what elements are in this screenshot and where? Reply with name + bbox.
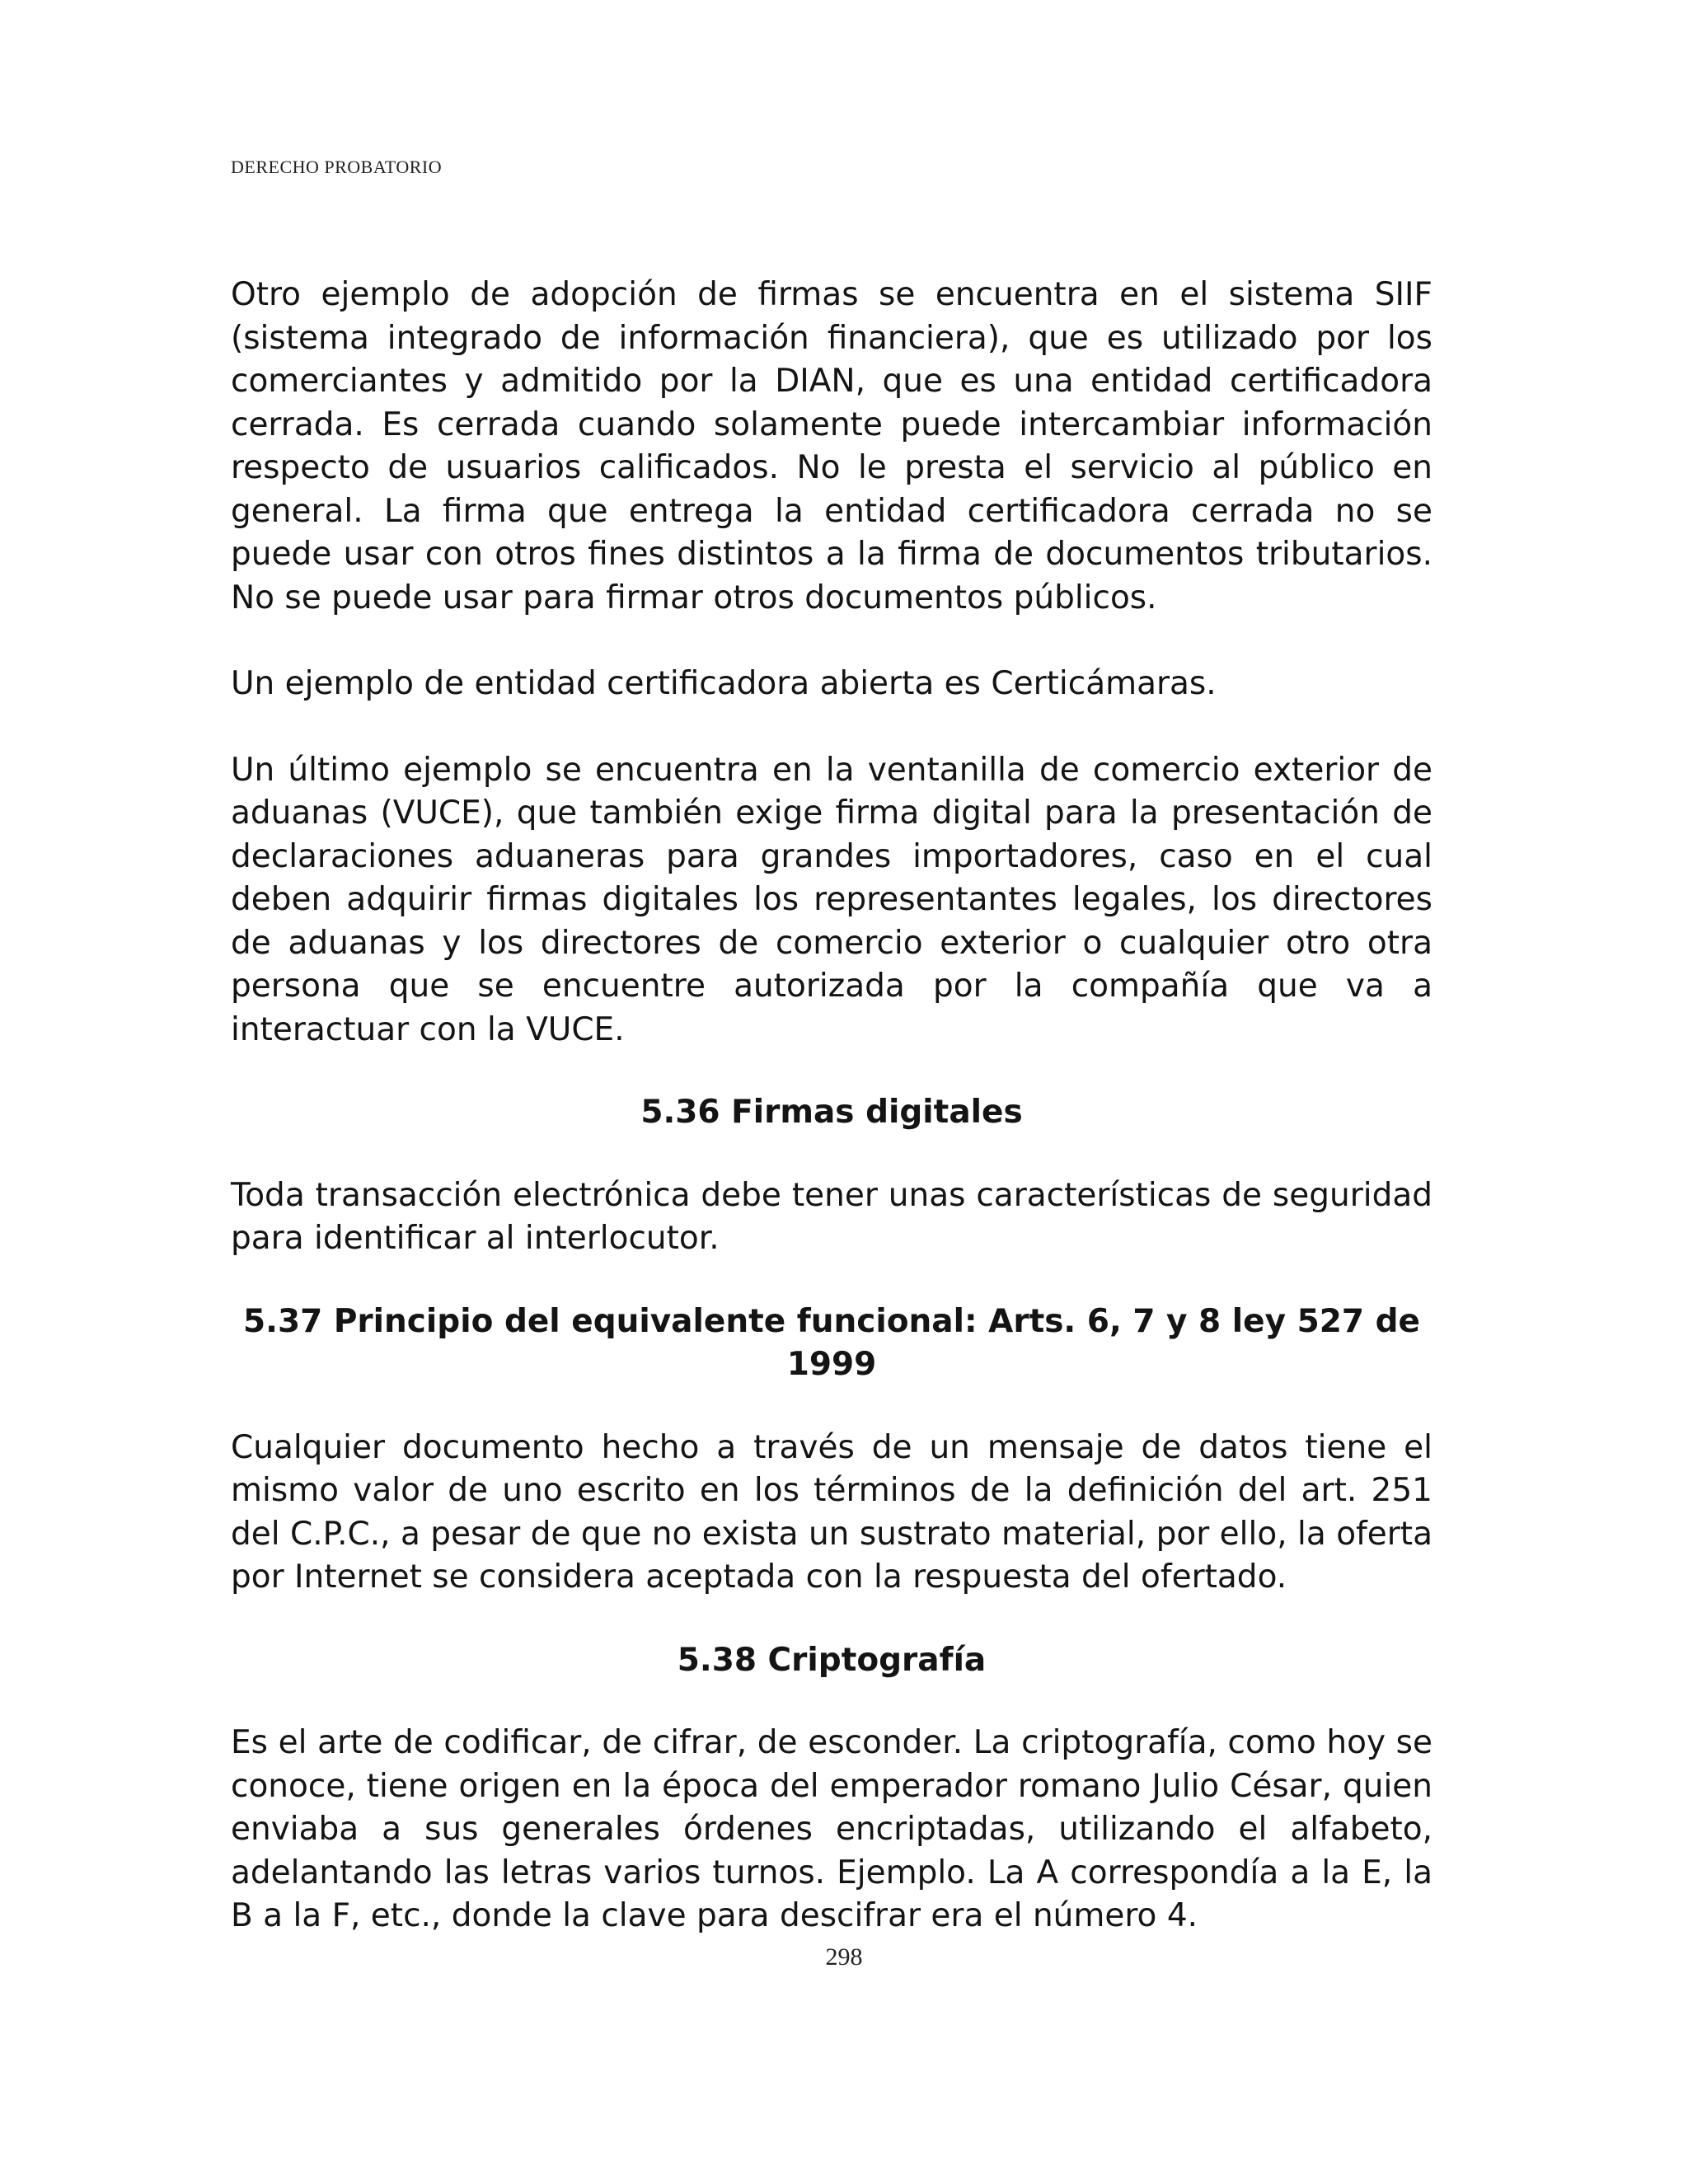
paragraph-equivalente-funcional: Cualquier documento hecho a través de un mensaje de datos tiene el mismo valor de uno escrito en los términos de la definición del art. 251 del C.P.C., a pesar de que no exista un sustrato material, por ello, la oferta por Internet se considera aceptada con la respuesta del ofertado. — [231, 1428, 1432, 1596]
paragraph-vuce: Un último ejemplo se encuentra en la ventanilla de comercio exterior de aduanas (VUCE), que también exige firma digital para la presentación de declaraciones aduaneras para grandes importadores, caso en el cual deben adquirir firmas digitales los representantes legales, los directores de aduanas y los directores de comercio exterior o cualquier otro otra persona que se encuentre autorizada por la compañía que va a interactuar con la VUCE. — [231, 751, 1432, 1048]
section-heading-5-36: 5.36 Firmas digitales — [640, 1094, 1023, 1131]
running-header: DERECHO PROBATORIO — [231, 157, 443, 177]
page-number: 298 — [825, 1943, 863, 1971]
page-body — [231, 274, 1432, 1938]
paragraph-transaccion: Toda transacción electrónica debe tener unas características de seguridad para identificar al interlocutor. — [231, 1176, 1432, 1257]
section-heading-5-38: 5.38 Criptografía — [677, 1641, 987, 1679]
section-heading-5-37: 5.37 Principio del equivalente funcional: Arts. 6, 7 y 8 ley 527 de 1999 — [243, 1302, 1420, 1383]
paragraph-certicamaras: Un ejemplo de entidad certificadora abierta es Certicámaras. — [231, 665, 1217, 702]
paragraph-criptografia: Es el arte de codificar, de cifrar, de esconder. La criptografía, como hoy se conoce, tiene origen en la época del emperador romano Julio César, quien enviaba a sus generales órdenes encriptadas, utilizando el alfabeto, adelantando las letras varios turnos. Ejemplo. La A correspondía a la E, la B a la F, etc., donde la clave para descifrar era el número 4. — [231, 1724, 1432, 1934]
paragraph-siif: Otro ejemplo de adopción de firmas se encuentra en el sistema SIIF (sistema integrado de información financiera), que es utilizado por los comerciantes y admitido por la DIAN, que es una entidad certificadora cerrada. Es cerrada cuando solamente puede intercambiar información respecto de usuarios calificados. No le presta el servicio al público en general. La firma que entrega la entidad certificadora cerrada no se puede usar con otros fines distintos a la firma de documentos tributarios. No se puede usar para firmar otros documentos públicos. — [231, 276, 1432, 616]
